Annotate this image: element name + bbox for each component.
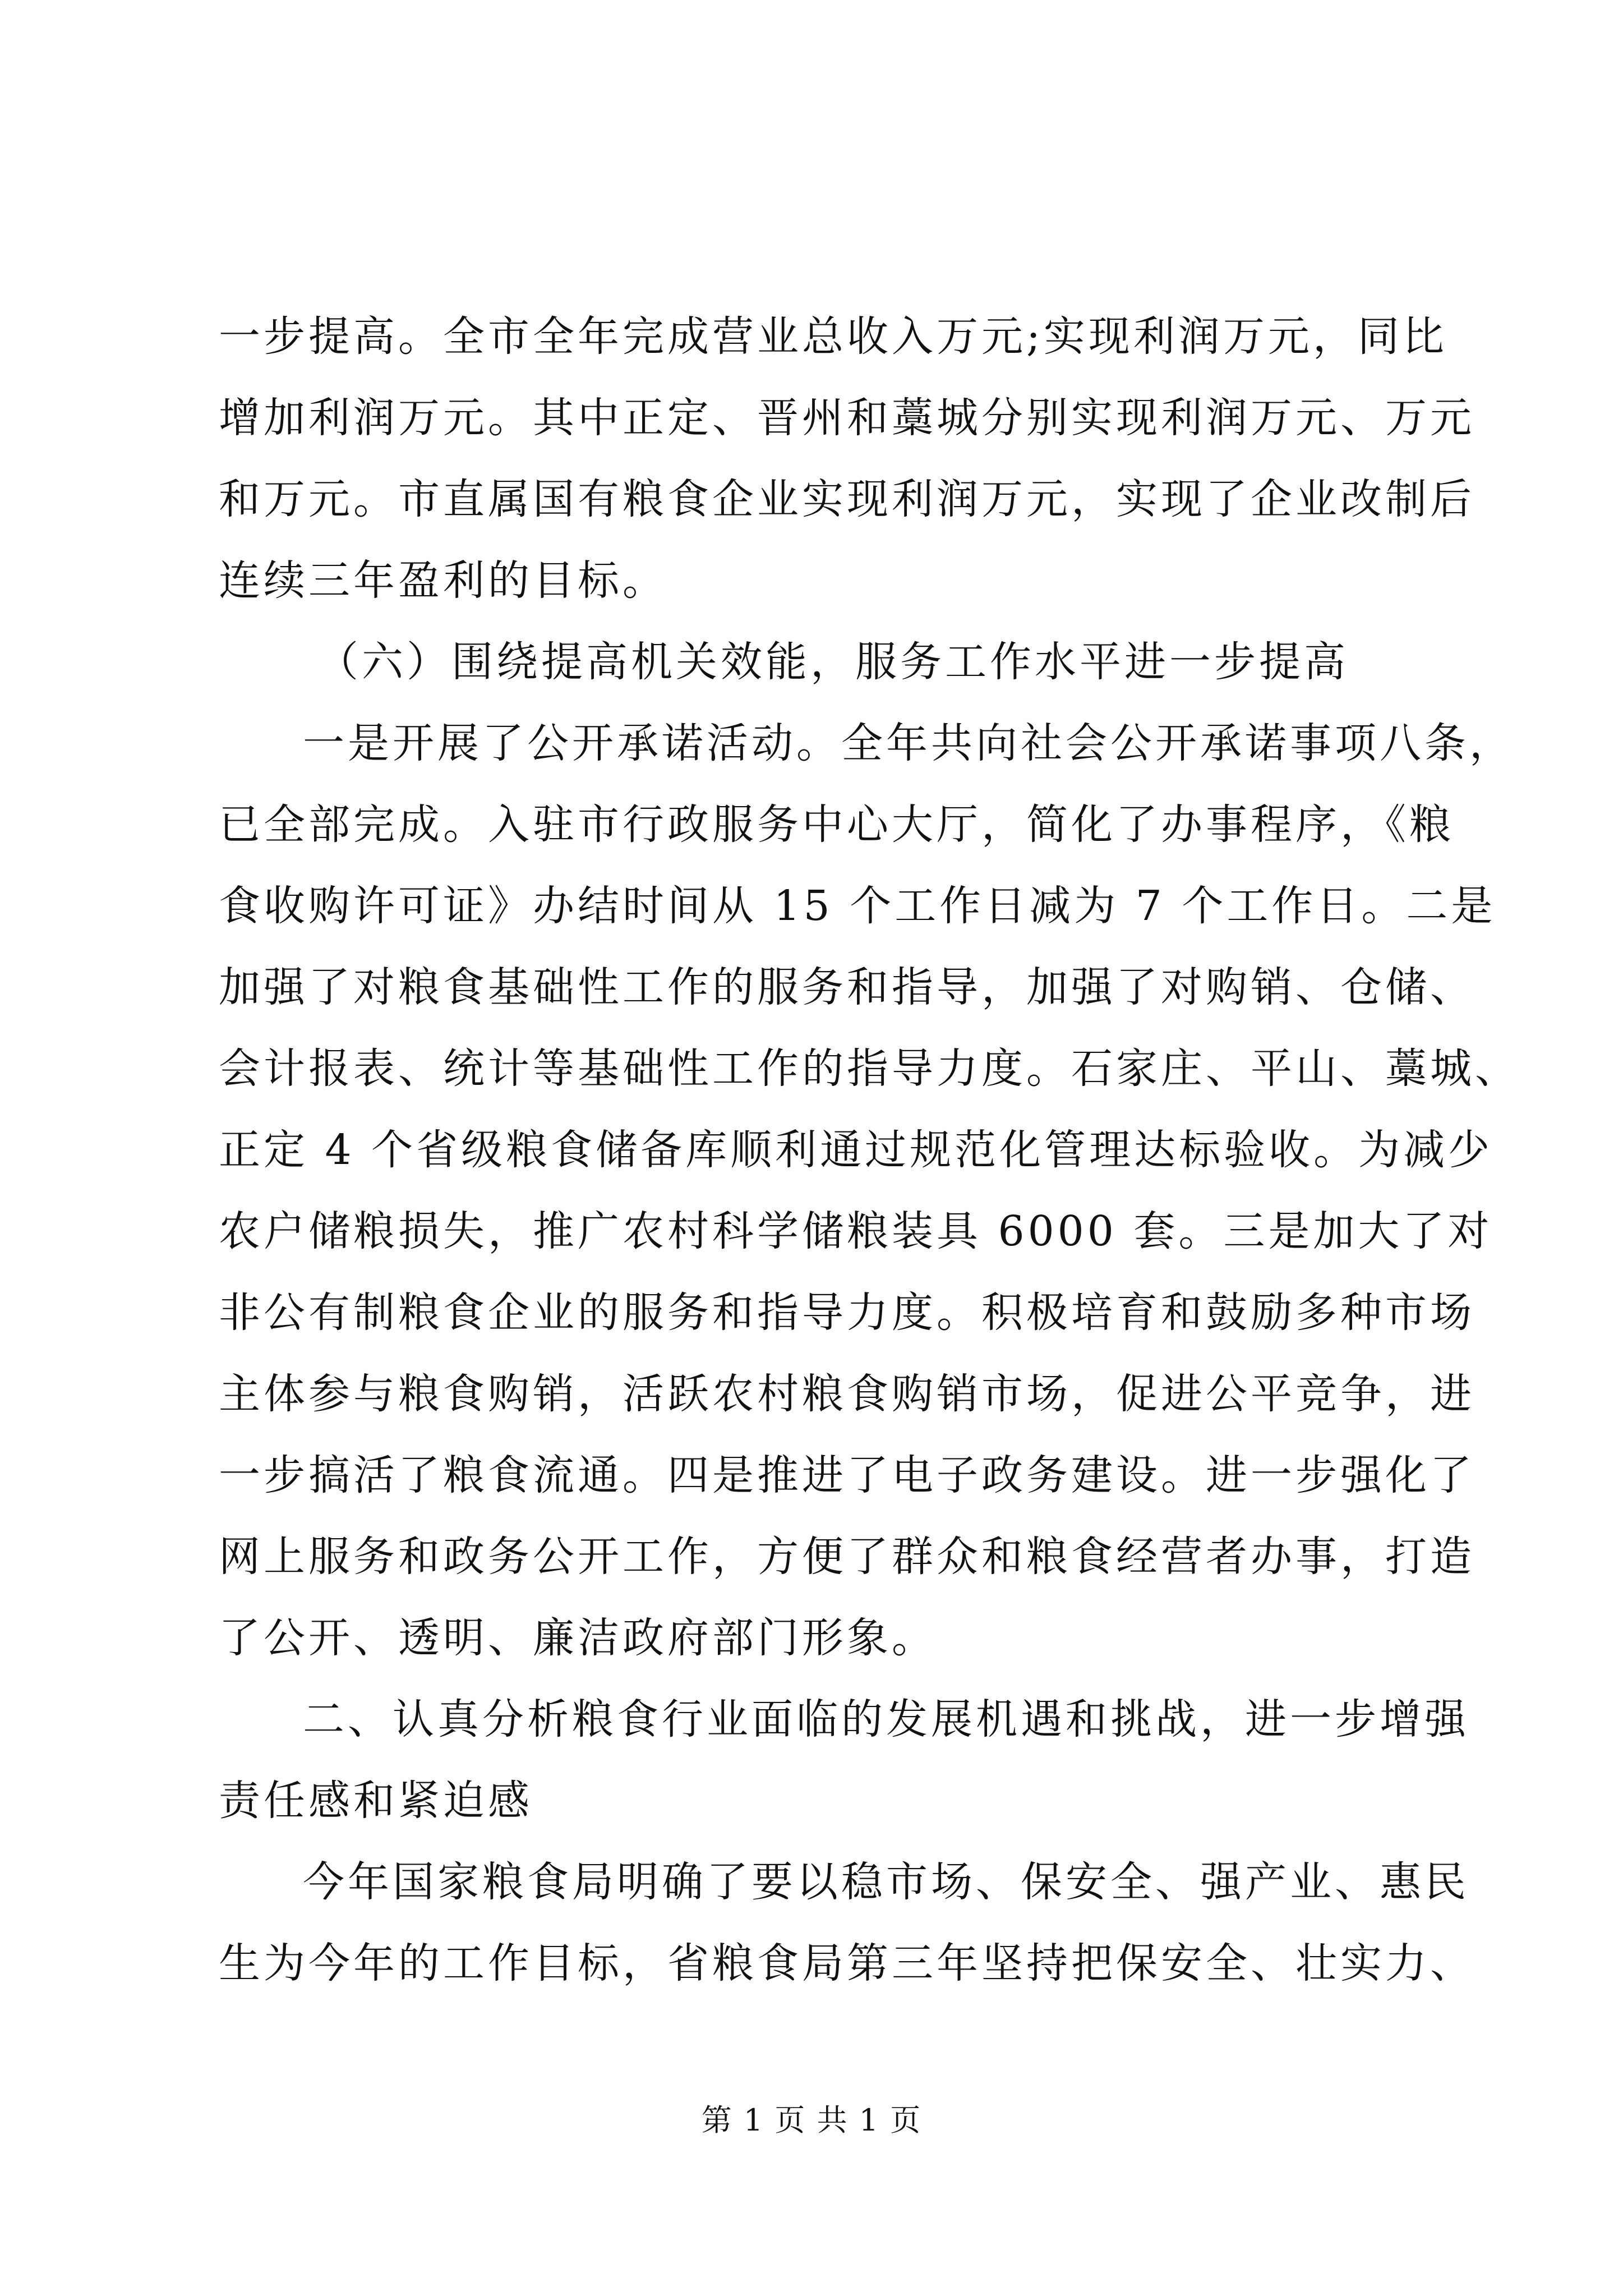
text-line: 非公有制粮食企业的服务和指导力度。积极培育和鼓励多种市场 [219,1289,1475,1337]
text-line: 一是开展了公开承诺活动。全年共向社会公开承诺事项八条， [303,719,1514,767]
text-line: 连续三年盈利的目标。 [219,556,667,605]
section-heading-continued: 责任感和紧迫感 [219,1777,533,1825]
text-line: 正定 4 个省级粮食储备库顺利通过规范化管理达标验收。为减少 [219,1126,1493,1174]
text-line: 一步提高。全市全年完成营业总收入万元;实现利润万元，同比 [219,312,1447,361]
text-line: 已全部完成。入驻市行政服务中心大厅，简化了办事程序，《粮 [219,800,1454,849]
text-line: 今年国家粮食局明确了要以稳市场、保安全、强产业、惠民 [303,1858,1469,1906]
section-heading: （六）围绕提高机关效能，服务工作水平进一步提高 [317,638,1349,686]
section-heading: 二、认真分析粮食行业面临的发展机遇和挑战，进一步增强 [303,1695,1469,1743]
text-line: 了公开、透明、廉洁政府部门形象。 [219,1614,937,1662]
text-line: 食收购许可证》办结时间从 15 个工作日减为 7 个工作日。二是 [219,882,1496,930]
text-line: 增加利润万元。其中正定、晋州和藁城分别实现利润万元、万元 [219,394,1475,442]
text-line: 农户储粮损失，推广农村科学储粮装具 6000 套。三是加大了对 [219,1207,1493,1255]
page-footer: 第 1 页 共 1 页 [701,2102,922,2138]
text-line: 生为今年的工作目标，省粮食局第三年坚持把保安全、壮实力、 [219,1939,1475,1987]
text-line: 主体参与粮食购销，活跃农村粮食购销市场，促进公平竞争，进 [219,1370,1475,1418]
text-line: 和万元。市直属国有粮食企业实现利润万元，实现了企业改制后 [219,475,1475,523]
text-line: 网上服务和政务公开工作，方便了群众和粮食经营者办事，打造 [219,1533,1475,1581]
text-line: 一步搞活了粮食流通。四是推进了电子政务建设。进一步强化了 [219,1451,1475,1499]
text-line: 加强了对粮食基础性工作的服务和指导，加强了对购销、仓储、 [219,963,1475,1011]
text-line: 会计报表、统计等基础性工作的指导力度。石家庄、平山、藁城、 [219,1045,1520,1093]
